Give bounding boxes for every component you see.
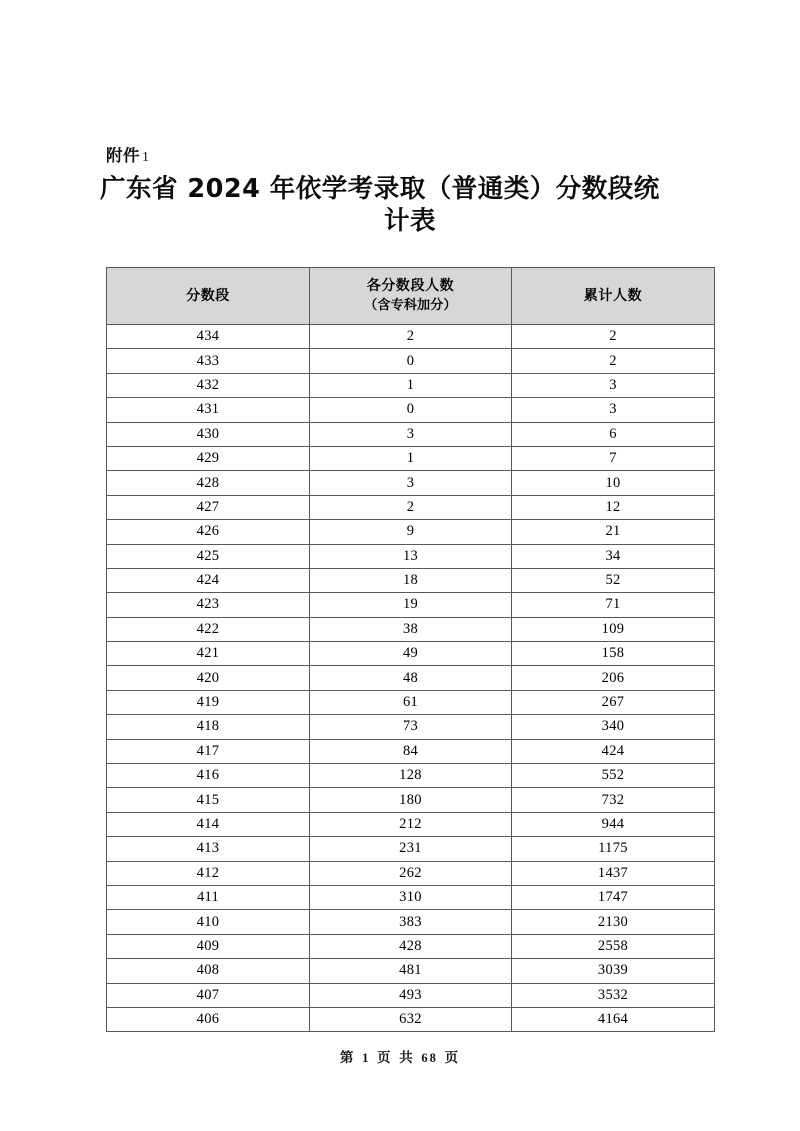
- cell-band-count: 2: [310, 325, 512, 349]
- footer-current-page: 1: [362, 1051, 371, 1065]
- cell-band-count: 61: [310, 690, 512, 714]
- cell-score-band: 430: [107, 422, 310, 446]
- cell-band-count: 383: [310, 910, 512, 934]
- page-footer: [0, 1046, 800, 1066]
- cell-cumulative-count: 7: [512, 446, 715, 470]
- footer-prefix: 第: [339, 1050, 356, 1066]
- attachment-label: [106, 147, 150, 166]
- cell-score-band: 424: [107, 568, 310, 592]
- cell-band-count: 180: [310, 788, 512, 812]
- cell-band-count: 84: [310, 739, 512, 763]
- cell-cumulative-count: 732: [512, 788, 715, 812]
- cell-score-band: 406: [107, 1007, 310, 1031]
- table-row: [107, 520, 715, 544]
- cell-cumulative-count: 6: [512, 422, 715, 446]
- table-row: [107, 446, 715, 470]
- table-row: [107, 983, 715, 1007]
- cell-score-band: 411: [107, 885, 310, 909]
- cell-band-count: 128: [310, 764, 512, 788]
- cell-cumulative-count: 1437: [512, 861, 715, 885]
- cell-cumulative-count: 944: [512, 812, 715, 836]
- table-header-row: [107, 268, 715, 325]
- table-row: [107, 764, 715, 788]
- page-title-line-2: 计表: [383, 206, 436, 236]
- table-row: [107, 593, 715, 617]
- cell-band-count: 1: [310, 446, 512, 470]
- cell-cumulative-count: 340: [512, 715, 715, 739]
- footer-total-pages: 68: [421, 1051, 438, 1065]
- cell-score-band: 413: [107, 837, 310, 861]
- cell-score-band: 431: [107, 398, 310, 422]
- table-row: [107, 885, 715, 909]
- column-header-score-band: 分数段: [107, 268, 310, 325]
- cell-score-band: 412: [107, 861, 310, 885]
- cell-score-band: 409: [107, 934, 310, 958]
- table-row: [107, 642, 715, 666]
- cell-cumulative-count: 4164: [512, 1007, 715, 1031]
- table-row: [107, 666, 715, 690]
- cell-band-count: 73: [310, 715, 512, 739]
- cell-score-band: 421: [107, 642, 310, 666]
- page-title: [100, 173, 720, 237]
- table-row: [107, 349, 715, 373]
- table-row: [107, 837, 715, 861]
- table-body: [107, 325, 715, 1032]
- cell-band-count: 231: [310, 837, 512, 861]
- cell-band-count: 48: [310, 666, 512, 690]
- table-row: [107, 934, 715, 958]
- cell-band-count: 212: [310, 812, 512, 836]
- cell-band-count: 493: [310, 983, 512, 1007]
- cell-band-count: 18: [310, 568, 512, 592]
- cell-band-count: 310: [310, 885, 512, 909]
- cell-cumulative-count: 12: [512, 495, 715, 519]
- cell-score-band: 433: [107, 349, 310, 373]
- attachment-label-text: 附件: [106, 146, 140, 165]
- cell-score-band: 432: [107, 373, 310, 397]
- cell-cumulative-count: 109: [512, 617, 715, 641]
- cell-cumulative-count: 3: [512, 373, 715, 397]
- footer-middle: 页 共: [377, 1050, 415, 1066]
- cell-cumulative-count: 424: [512, 739, 715, 763]
- cell-score-band: 426: [107, 520, 310, 544]
- cell-cumulative-count: 2558: [512, 934, 715, 958]
- cell-score-band: 423: [107, 593, 310, 617]
- cell-cumulative-count: 158: [512, 642, 715, 666]
- table-row: [107, 422, 715, 446]
- cell-score-band: 425: [107, 544, 310, 568]
- table-row: [107, 617, 715, 641]
- cell-score-band: 420: [107, 666, 310, 690]
- cell-cumulative-count: 21: [512, 520, 715, 544]
- column-header-cumulative-count: 累计人数: [512, 268, 715, 325]
- table-row: [107, 812, 715, 836]
- cell-band-count: 13: [310, 544, 512, 568]
- cell-cumulative-count: 34: [512, 544, 715, 568]
- cell-cumulative-count: 3532: [512, 983, 715, 1007]
- cell-band-count: 3: [310, 422, 512, 446]
- table-row: [107, 495, 715, 519]
- cell-cumulative-count: 2: [512, 325, 715, 349]
- cell-score-band: 414: [107, 812, 310, 836]
- cell-band-count: 1: [310, 373, 512, 397]
- cell-cumulative-count: 267: [512, 690, 715, 714]
- page-title-line-1: 广东省 2024 年依学考录取（普通类）分数段统: [100, 174, 660, 204]
- cell-score-band: 434: [107, 325, 310, 349]
- table-row: [107, 739, 715, 763]
- table-row: [107, 373, 715, 397]
- cell-score-band: 428: [107, 471, 310, 495]
- cell-band-count: 3: [310, 471, 512, 495]
- table-row: [107, 544, 715, 568]
- cell-band-count: 632: [310, 1007, 512, 1031]
- cell-cumulative-count: 2: [512, 349, 715, 373]
- attachment-number: 1: [142, 150, 150, 165]
- table-row: [107, 1007, 715, 1031]
- cell-score-band: 418: [107, 715, 310, 739]
- cell-cumulative-count: 52: [512, 568, 715, 592]
- cell-band-count: 38: [310, 617, 512, 641]
- cell-score-band: 429: [107, 446, 310, 470]
- table-row: [107, 690, 715, 714]
- cell-cumulative-count: 71: [512, 593, 715, 617]
- cell-score-band: 415: [107, 788, 310, 812]
- column-header-band-count-line-1: 各分数段人数: [366, 278, 455, 294]
- cell-band-count: 2: [310, 495, 512, 519]
- table-row: [107, 861, 715, 885]
- cell-band-count: 49: [310, 642, 512, 666]
- cell-score-band: 416: [107, 764, 310, 788]
- cell-band-count: 428: [310, 934, 512, 958]
- column-header-band-count-line-2: （含专科加分）: [364, 298, 457, 313]
- cell-cumulative-count: 3: [512, 398, 715, 422]
- table-row: [107, 715, 715, 739]
- score-distribution-table-container: [106, 267, 714, 1032]
- table-row: [107, 910, 715, 934]
- cell-cumulative-count: 552: [512, 764, 715, 788]
- table-header: [107, 268, 715, 325]
- table-row: [107, 788, 715, 812]
- cell-score-band: 427: [107, 495, 310, 519]
- cell-score-band: 419: [107, 690, 310, 714]
- table-row: [107, 398, 715, 422]
- cell-score-band: 417: [107, 739, 310, 763]
- cell-band-count: 19: [310, 593, 512, 617]
- cell-score-band: 408: [107, 959, 310, 983]
- cell-band-count: 262: [310, 861, 512, 885]
- cell-score-band: 410: [107, 910, 310, 934]
- cell-score-band: 407: [107, 983, 310, 1007]
- cell-cumulative-count: 1175: [512, 837, 715, 861]
- cell-cumulative-count: 3039: [512, 959, 715, 983]
- cell-cumulative-count: 10: [512, 471, 715, 495]
- cell-score-band: 422: [107, 617, 310, 641]
- table-row: [107, 325, 715, 349]
- cell-cumulative-count: 2130: [512, 910, 715, 934]
- score-distribution-table: [106, 267, 715, 1032]
- table-row: [107, 568, 715, 592]
- cell-cumulative-count: 1747: [512, 885, 715, 909]
- footer-suffix: 页: [444, 1050, 461, 1066]
- cell-band-count: 0: [310, 349, 512, 373]
- cell-cumulative-count: 206: [512, 666, 715, 690]
- column-header-band-count: [310, 268, 512, 325]
- table-row: [107, 959, 715, 983]
- cell-band-count: 481: [310, 959, 512, 983]
- table-row: [107, 471, 715, 495]
- cell-band-count: 0: [310, 398, 512, 422]
- cell-band-count: 9: [310, 520, 512, 544]
